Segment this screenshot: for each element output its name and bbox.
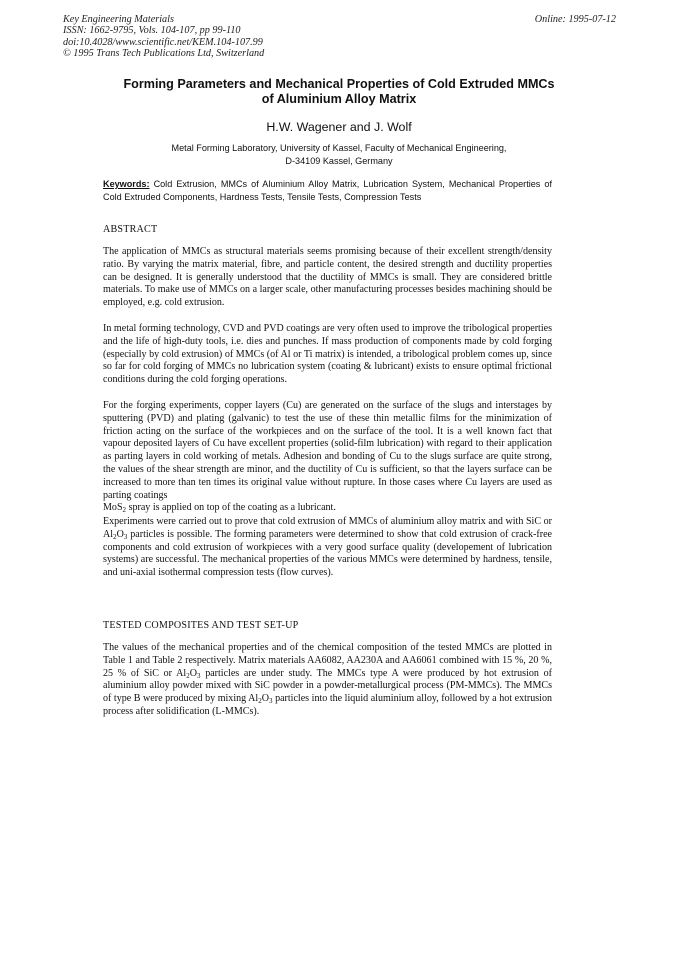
tested-p1-text-c: particles are under study. The MMCs type A were produced by hot extrusion of aluminium alloy powder mixed with SiC powder in a powder-metallurgical process (PM-MMCs). The MMCs of type B were produced by mixing Al: [103, 667, 552, 705]
subscript: 2: [258, 697, 262, 706]
subscript: 3: [123, 532, 128, 541]
affiliation-line-2: D-34109 Kassel, Germany: [285, 156, 393, 166]
keywords-block: [103, 178, 552, 203]
subscript: 2: [113, 532, 117, 541]
abstract-p4-text-c: particles is possible. The forming parameters were determined to show that cold extrusion of crack-free components and cold extrusion of workpieces with a very good surface quality (developement of lubrication systems) are successful. The mechanical properties of the various MMCs were determined by hardness, tensile, and uni-axial isothermal compression tests (flow curves).: [103, 528, 552, 579]
authors: H.W. Wagener and J. Wolf: [266, 120, 412, 134]
abstract-p4-text-b: O: [116, 528, 124, 540]
abstract-paragraph-3: [103, 400, 552, 515]
subscript: 2: [186, 671, 190, 680]
abstract-paragraph-2: In metal forming technology, CVD and PVD coatings are very often used to improve the tribological properties and the life of high-duty tools, i.e. dies and punches. If mass production of components made by cold forging (especially by cold extrusion) of MMCs (of Al or Ti matrix) is intended, a tribological problem comes up, since so far for cold forging of MMCs no lubrication system (coating & lubricant) exists to ensure optimal frictional conditions during the cold forging operations.: [103, 323, 552, 386]
keywords-label: Keywords:: [103, 179, 150, 189]
tested-p1-text-d: O: [261, 693, 269, 705]
title-line-2: of Aluminium Alloy Matrix: [261, 92, 417, 106]
keywords-text: Cold Extrusion, MMCs of Aluminium Alloy Matrix, Lubrication System, Mechanical Properties of Cold Extruded Components, Hardness Tests, Tensile Tests, Compression Tests: [103, 179, 552, 202]
affiliation: [100, 142, 578, 168]
mos-text: MoS: [103, 502, 123, 514]
journal-name: Key Engineering Materials: [63, 14, 174, 25]
mos2-formula: [103, 502, 126, 513]
title-line-1: Forming Parameters and Mechanical Properties of Cold Extruded MMCs: [123, 77, 555, 91]
abstract-paragraph-4: [103, 516, 552, 580]
mos-subscript: 2: [122, 506, 127, 515]
subscript: 3: [268, 697, 273, 706]
online-date: Online: 1995-07-12: [534, 14, 616, 25]
tested-p1-text-b: O: [189, 667, 197, 679]
tested-p1-text-a: The values of the mechanical properties and of the chemical composition of the tested MMCs are plotted in Table 1 and Table 2 respectively. Matrix materials AA6082, AA230A and AA6061 combined with 15 %, 20 %, 25 % of SiC or Al: [103, 642, 552, 679]
affiliation-line-1: Metal Forming Laboratory, University of Kassel, Faculty of Mechanical Engineering,: [171, 143, 507, 153]
abstract-p3-end: spray is applied on top of the coating as a lubricant.: [128, 502, 336, 514]
abstract-heading: ABSTRACT: [103, 224, 158, 235]
issn-line: ISSN: 1662-9795, Vols. 104-107, pp 99-110: [63, 25, 241, 37]
tested-composites-heading: TESTED COMPOSITES AND TEST SET-UP: [103, 620, 299, 631]
abstract-p3-text: For the forging experiments, copper layers (Cu) are generated on the surface of the slugs and interstages by sputtering (PVD) and plating (galvanic) to test the use of these thin metallic films for the minimization of friction acting on the surface of the workpieces and on the surface of the tool. It is a well known fact that vapour deposited layers of Cu have excellent properties (solid-film lubrication) with regard to their application as parting layers in cold working of metals. Adhesion and bonding of Cu to the slugs surface are quite strong, the values of the shear strength are minor, and the ductility of Cu is sufficient, so that the layers surface can be increased to more than ten times its original value without rupture. In those cases where Cu layers are used as parting coatings: [103, 400, 552, 501]
doi-line: doi:10.4028/www.scientific.net/KEM.104-107.99: [63, 36, 263, 48]
abstract-p4-text-a: Experiments were carried out to prove that cold extrusion of MMCs of aluminium alloy matrix and with SiC or Al: [103, 516, 552, 540]
copyright-line: © 1995 Trans Tech Publications Ltd, Switzerland: [63, 47, 265, 59]
abstract-paragraph-1: The application of MMCs as structural materials seems promising because of their excellent strength/density ratio. By varying the matrix material, fibre, and particle content, the desired strength and ductility properties can be designed. It is generally understood that the ductility of MMCs is small. They are considered brittle materials. To make use of MMCs on a larger scale, other manufacturing processes besides machining should be employed, e.g. cold extrusion.: [103, 246, 552, 309]
tested-paragraph-1: [103, 642, 552, 719]
subscript: 3: [196, 671, 201, 680]
tested-p1-text-e: particles into the liquid aluminium alloy, followed by a hot extrusion process after solidification (L-MMCs).: [103, 693, 553, 717]
paper-title: [100, 77, 578, 107]
